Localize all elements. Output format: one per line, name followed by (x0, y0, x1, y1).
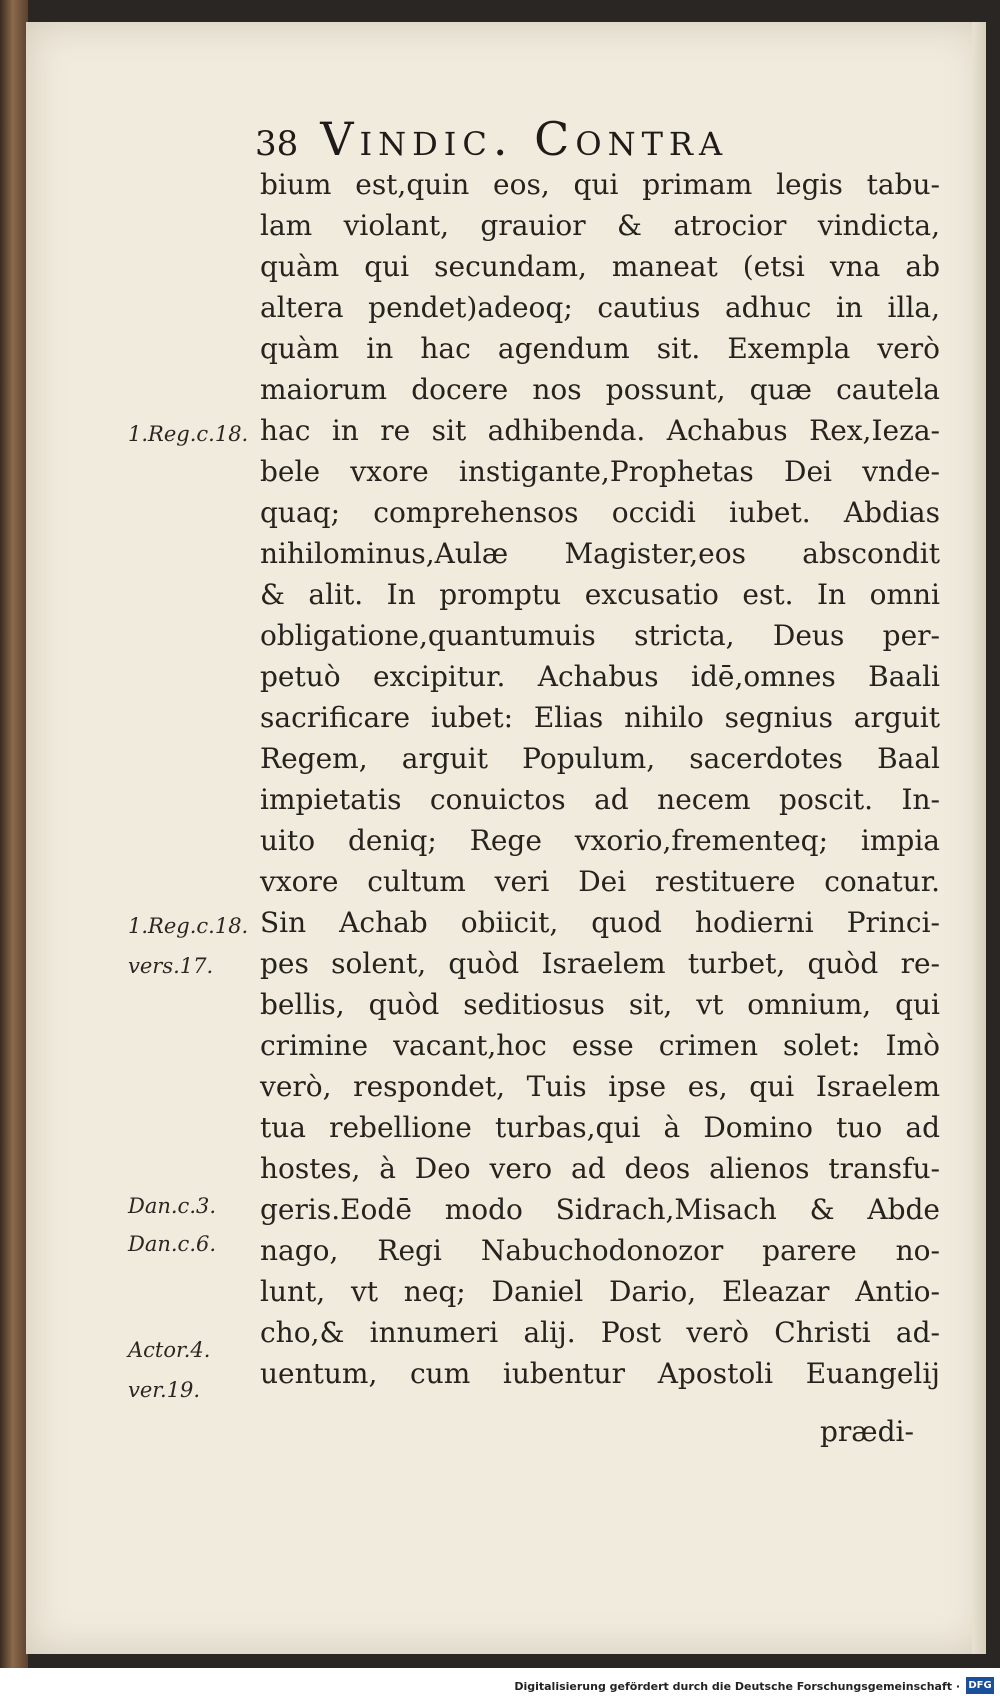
text-line: pes solent, quòd Israelem turbet, quòd re- (260, 947, 940, 980)
text-line: impietatis conuictos ad necem poscit. In- (260, 783, 940, 816)
text-line: geris.Eodē modo Sidrach,Misach & Abde (260, 1193, 940, 1226)
text-line: & alit. In promptu excusatio est. In omni (260, 578, 940, 611)
catchword: prædi- (820, 1415, 914, 1448)
margin-note-ver-19: ver.19. (128, 1378, 201, 1402)
text-line: lunt, vt neq; Daniel Dario, Eleazar Antio- (260, 1275, 940, 1308)
text-line: maiorum docere nos possunt, quæ cautela (260, 373, 940, 406)
text-line: tua rebellione turbas,qui à Domino tuo ad (260, 1111, 940, 1144)
text-line: hac in re sit adhibenda. Achabus Rex,Ieza- (260, 414, 940, 447)
text-line: quaq; comprehensos occidi iubet. Abdias (260, 496, 940, 529)
text-line: bellis, quòd seditiosus sit, vt omnium, qui (260, 988, 940, 1021)
footer-bar (0, 1668, 1000, 1707)
margin-note-dan-6: Dan.c.6. (128, 1232, 217, 1256)
text-line: nago, Regi Nabuchodonozor parere no- (260, 1234, 940, 1267)
text-line: cho,& innumeri alij. Post verò Christi ad- (260, 1316, 940, 1349)
text-line: uito deniq; Rege vxorio,frementeq; impia (260, 824, 940, 857)
text-line: quàm qui secundam, maneat (etsi vna ab (260, 250, 940, 283)
book-spine (0, 0, 28, 1668)
body-text (260, 164, 940, 1394)
text-line: lam violant, grauior & atrocior vindicta, (260, 209, 940, 242)
text-line: obligatione,quantumuis stricta, Deus per- (260, 619, 940, 652)
text-line: vxore cultum veri Dei restituere conatur. (260, 865, 940, 898)
text-line: hostes, à Deo vero ad deos alienos transfu- (260, 1152, 940, 1185)
text-line: petuò excipitur. Achabus idē,omnes Baali (260, 660, 940, 693)
text-line: quàm in hac agendum sit. Exempla verò (260, 332, 940, 365)
text-line: bele vxore instigante,Prophetas Dei vnde- (260, 455, 940, 488)
page-number: 38 (255, 124, 299, 164)
text-line: nihilominus,Aulæ Magister,eos abscondit (260, 537, 940, 570)
text-line: verò, respondet, Tuis ipse es, qui Israelem (260, 1070, 940, 1103)
margin-note-dan-3: Dan.c.3. (128, 1194, 217, 1218)
text-line: altera pendet)adeoq; cautius adhuc in illa, (260, 291, 940, 324)
text-line: Sin Achab obiicit, quod hodierni Princi- (260, 906, 940, 939)
dfg-logo: DFG (966, 1677, 994, 1694)
margin-note-reg-1: 1.Reg.c.18. (128, 422, 249, 446)
text-line: Regem, arguit Populum, sacerdotes Baal (260, 742, 940, 775)
margin-note-reg-2: 1.Reg.c.18. (128, 914, 249, 938)
page-edge (972, 22, 986, 1654)
margin-note-vers-17: vers.17. (128, 954, 214, 978)
text-line: bium est,quin eos, qui primam legis tabu- (260, 168, 940, 201)
digitization-credit: Digitalisierung gefördert durch die Deutsche Forschungsgemeinschaft · (514, 1680, 960, 1693)
page-header (255, 112, 728, 164)
text-line: uentum, cum iubentur Apostoli Euangelij (260, 1357, 940, 1390)
text-line: crimine vacant,hoc esse crimen solet: Imò (260, 1029, 940, 1062)
text-line: sacrificare iubet: Elias nihilo segnius arguit (260, 701, 940, 734)
margin-note-actor-4: Actor.4. (128, 1338, 211, 1362)
running-head: Vindic. Contra (320, 112, 729, 166)
